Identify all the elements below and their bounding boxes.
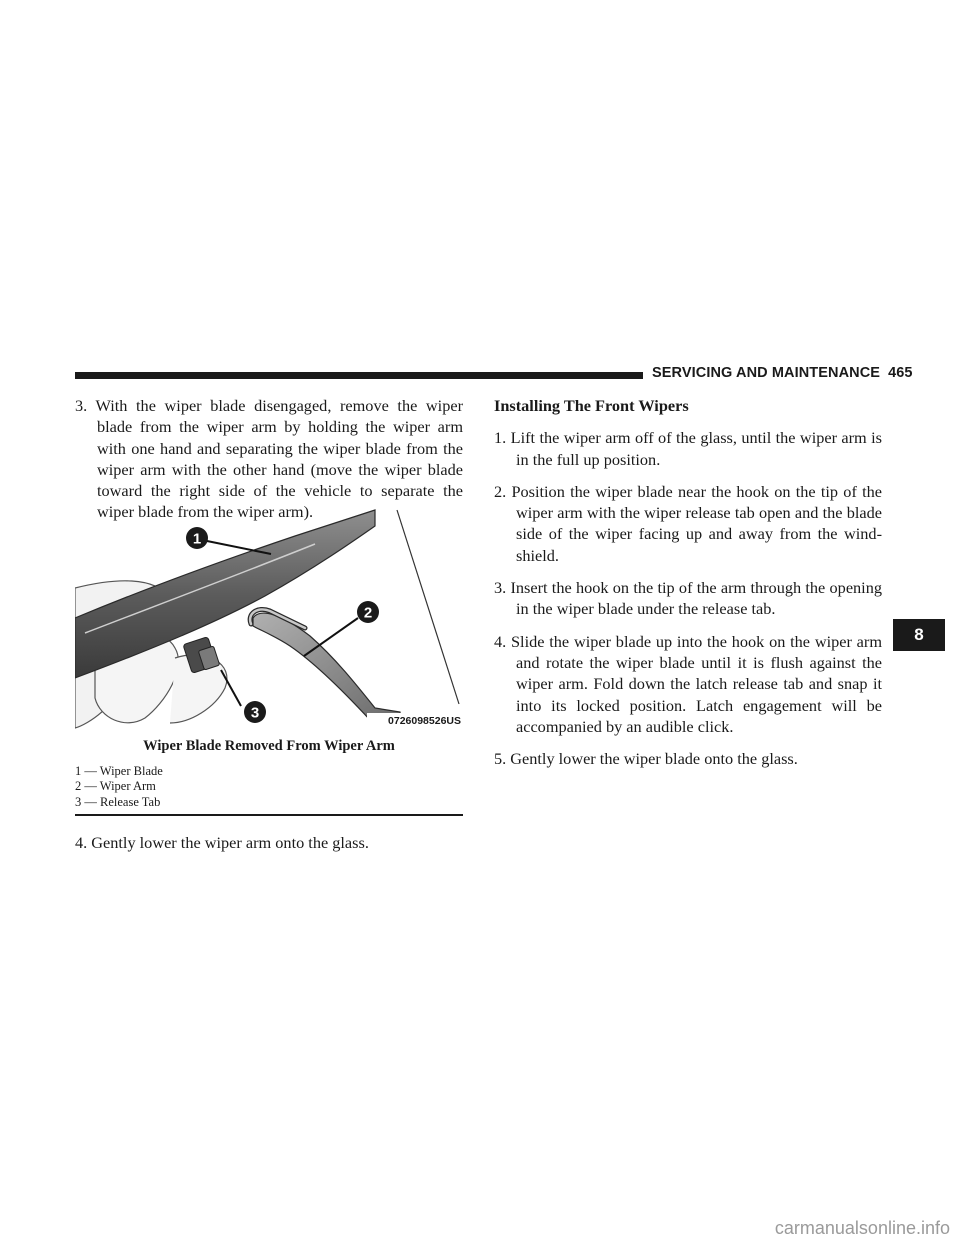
legend-item-wiper-arm: 2 — Wiper Arm [75,779,156,794]
install-step-5: 5. Gently lower the wiper blade onto the glass. [494,749,798,769]
legend-item-wiper-blade: 1 — Wiper Blade [75,764,163,778]
image-code: 0726098526US [388,715,461,727]
wiper-figure [75,508,463,738]
section-heading: Installing The Front Wipers [494,396,689,415]
running-header [652,365,913,381]
callout-1-label: 1 [192,530,202,548]
legend-rule [75,814,463,816]
page-number: 465 [888,365,913,381]
chapter-tab: 8 [893,619,945,651]
step-4-lower-arm: 4. Gently lower the wiper arm onto the glass. [75,833,369,852]
legend-item-release-tab: 3 — Release Tab [75,794,161,809]
step-3-remove-blade: 3. With the wiper blade disengaged, remove the wiper blade from the wiper arm by holding the wiper arm with one hand and separating the wiper blade from the wiper arm with the other hand (move the wiper blade toward the right side of the vehicle to separate the wiper blade from the wiper arm). [75,396,463,522]
section-title: SERVICING AND MAINTENANCE [652,365,881,381]
header-rule [75,372,643,379]
install-step-2: 2. Position the wiper blade near the hook on the tip of the wiper arm with the wiper release tab open and the blade side of the wiper facing up and away from the wind-shield. [494,481,882,565]
watermark: carmanualsonline.info [774,1218,950,1238]
callout-3-label: 3 [250,704,260,722]
install-step-3: 3. Insert the hook on the tip of the arm through the opening in the wiper blade under the release tab. [494,578,882,619]
left-column [75,395,463,523]
install-step-1: 1. Lift the wiper arm off of the glass, until the wiper arm is in the full up position. [494,428,882,469]
callout-2-label: 2 [363,604,373,622]
right-column [494,395,882,769]
figure-legend [75,764,463,810]
figure-caption: Wiper Blade Removed From Wiper Arm [143,738,395,754]
install-step-4: 4. Slide the wiper blade up into the hook on the wiper arm and rotate the wiper blade until it is flush against the wiper arm. Fold down the latch release tab and snap it into its locked position. Latch engagement will be accompanied by an audible click. [494,631,882,736]
wiper-blade-illustration [75,508,463,738]
